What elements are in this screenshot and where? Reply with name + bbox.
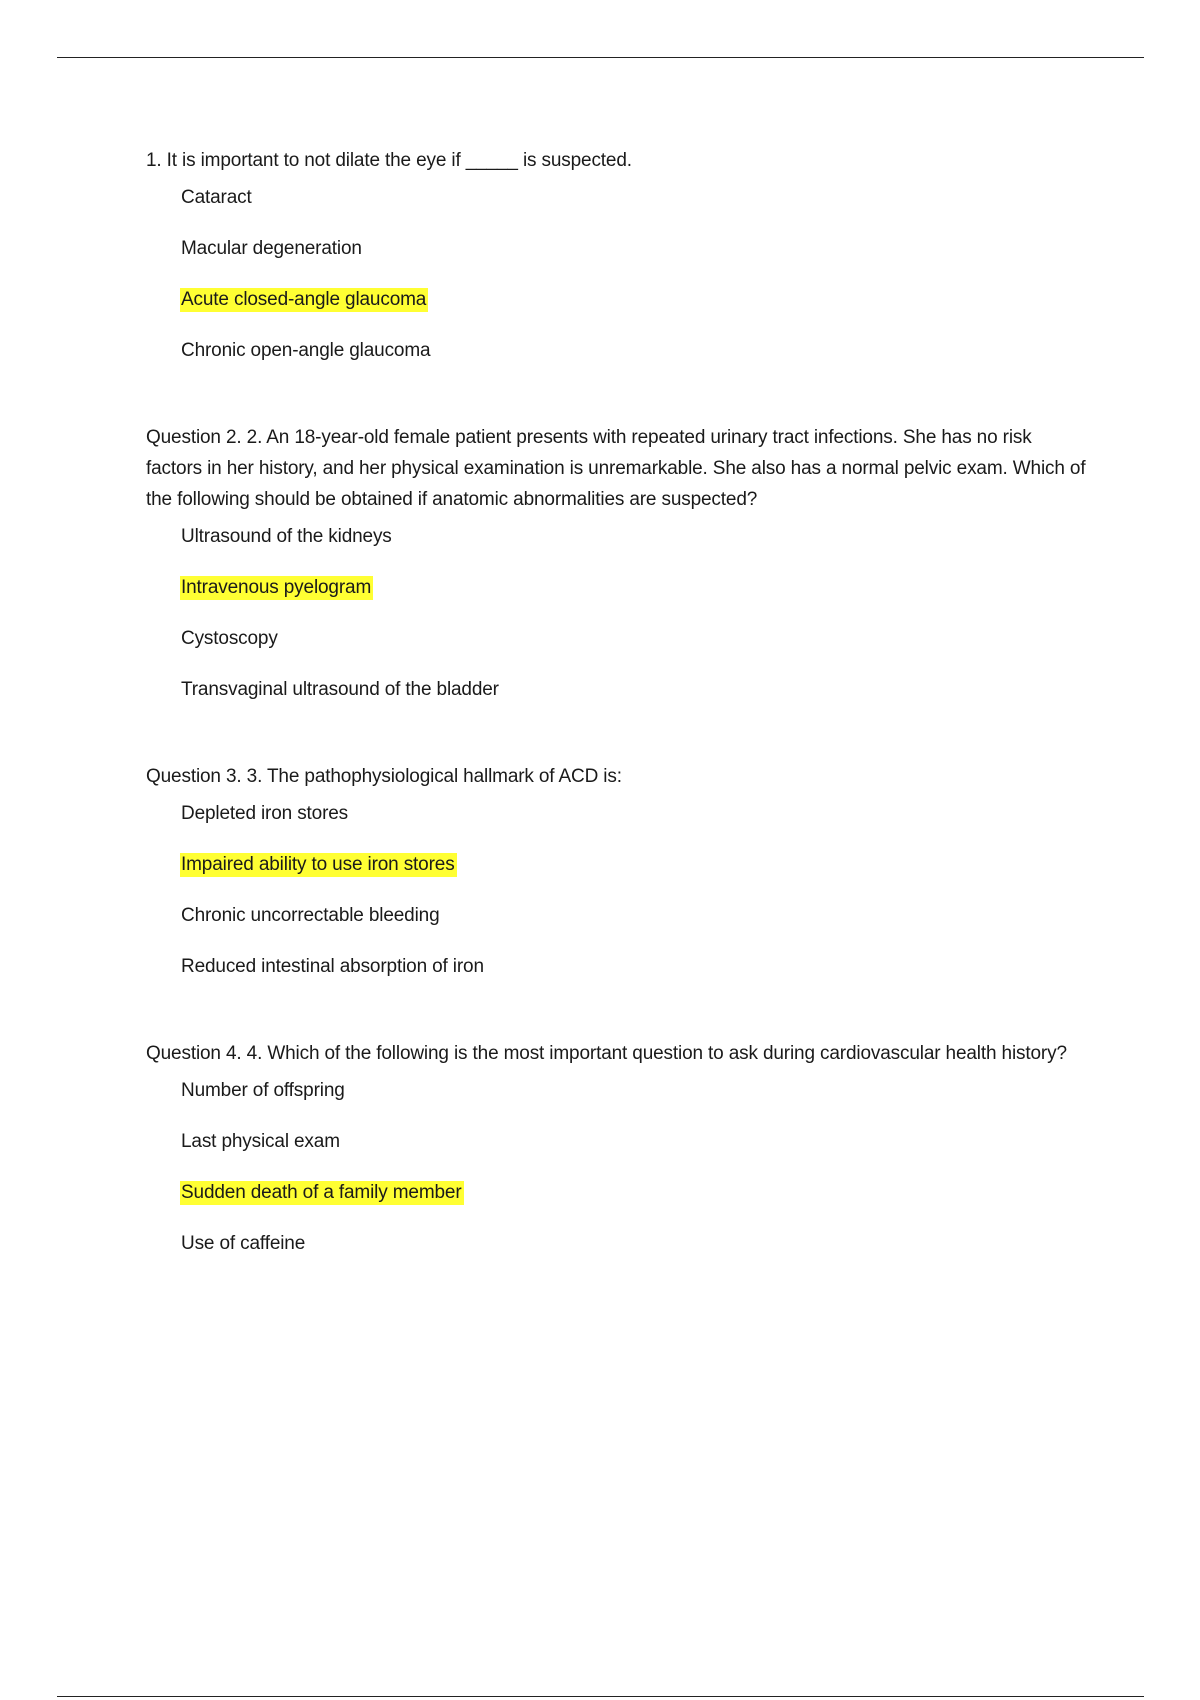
- answer-option-label: Cystoscopy: [181, 628, 278, 649]
- answer-option-label: Number of offspring: [181, 1080, 345, 1101]
- answer-option: [180, 185, 1086, 211]
- answer-option-label: Ultrasound of the kidneys: [181, 526, 392, 547]
- question-text: Question 4. 4. Which of the following is the most important question to ask during cardiovascular health history?: [146, 1043, 1067, 1064]
- header-rule: [57, 57, 1144, 58]
- answer-options: [146, 524, 1086, 703]
- answer-option-label: Transvaginal ultrasound of the bladder: [181, 679, 499, 700]
- answer-option-label: Impaired ability to use iron stores: [181, 854, 455, 875]
- answer-option-label: Last physical exam: [181, 1131, 340, 1152]
- answer-option: [180, 954, 1086, 980]
- answer-options: [146, 801, 1086, 980]
- answer-option-label: Acute closed-angle glaucoma: [181, 289, 427, 310]
- question-1: [146, 145, 1086, 364]
- answer-option-label: Chronic uncorrectable bleeding: [181, 905, 440, 926]
- answer-option: [180, 524, 1086, 550]
- answer-option-highlighted: [180, 287, 1086, 313]
- answer-option-label: Use of caffeine: [181, 1233, 306, 1254]
- answer-option: [180, 236, 1086, 262]
- answer-option-label: Intravenous pyelogram: [181, 577, 372, 598]
- answer-option-label: Depleted iron stores: [181, 803, 349, 824]
- question-text: Question 3. 3. The pathophysiological hallmark of ACD is:: [146, 766, 622, 787]
- question-2: [146, 422, 1086, 703]
- answer-options: [146, 185, 1086, 364]
- answer-option: [180, 677, 1086, 703]
- question-4: [146, 1038, 1086, 1257]
- document-body: [146, 145, 1086, 1282]
- answer-option-highlighted: [180, 852, 1086, 878]
- footer-rule: [57, 1696, 1144, 1697]
- answer-option-highlighted: [180, 1180, 1086, 1206]
- answer-option: [180, 1129, 1086, 1155]
- answer-option: [180, 338, 1086, 364]
- answer-option: [180, 801, 1086, 827]
- answer-option-label: Reduced intestinal absorption of iron: [181, 956, 484, 977]
- answer-option-label: Macular degeneration: [181, 238, 362, 259]
- answer-options: [146, 1078, 1086, 1257]
- answer-option: [180, 1231, 1086, 1257]
- answer-option-label: Sudden death of a family member: [181, 1182, 462, 1203]
- question-text: 1. It is important to not dilate the eye if _____ is suspected.: [146, 150, 632, 171]
- question-3: [146, 761, 1086, 980]
- answer-option: [180, 1078, 1086, 1104]
- answer-option-label: Cataract: [181, 187, 252, 208]
- answer-option-highlighted: [180, 575, 1086, 601]
- question-text: Question 2. 2. An 18-year-old female patient presents with repeated urinary tract infections. She has no risk factors in her history, and her physical examination is unremarkable. She also has a normal pelvic exam. Which of the following should be obtained if anatomic abnormalities are suspected?: [146, 427, 1086, 510]
- answer-option-label: Chronic open-angle glaucoma: [181, 340, 431, 361]
- answer-option: [180, 903, 1086, 929]
- answer-option: [180, 626, 1086, 652]
